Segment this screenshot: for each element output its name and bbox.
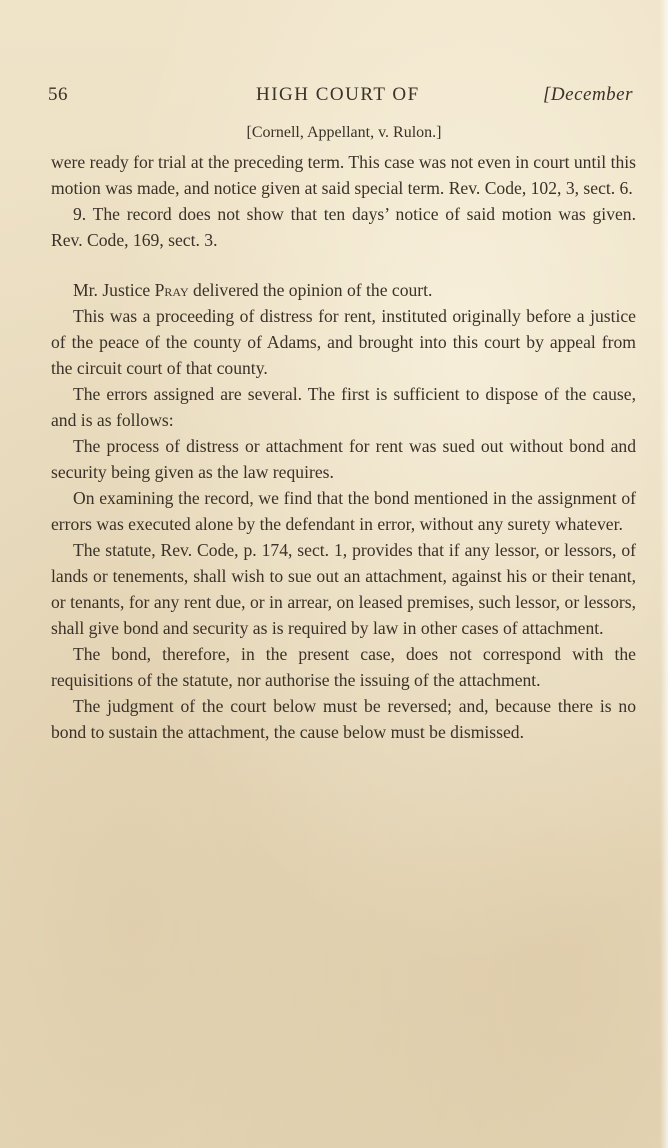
page-edge xyxy=(660,0,668,1148)
case-caption: [Cornell, Appellant, v. Rulon.] xyxy=(246,124,442,141)
opinion-intro xyxy=(51,277,636,303)
opinion-rest: delivered the opinion of the court. xyxy=(188,280,433,300)
judge-name: Pray xyxy=(154,280,189,300)
paragraph: The process of distress or attachment for rent was sued out without bond and security being given as the law requires. xyxy=(51,436,636,482)
running-head-month: [December xyxy=(543,84,633,105)
paragraph: The errors assigned are several. The first is sufficient to dispose of the cause, and is as follows: xyxy=(51,384,636,430)
page-number: 56 xyxy=(48,84,68,105)
paragraph: 9. The record does not show that ten days’ notice of said motion was given. Rev. Code, 169, sect. 3. xyxy=(51,204,636,250)
page-body xyxy=(51,149,636,745)
paragraph: were ready for trial at the preceding term. This case was not even in court until this motion was made, and notice given at said special term. Rev. Code, 102, 3, sect. 6. xyxy=(51,152,636,198)
opinion-prefix: Mr. Justice xyxy=(73,280,151,300)
running-head xyxy=(48,84,633,110)
paragraph: The judgment of the court below must be reversed; and, because there is no bond to sustain the attachment, the cause below must be dismissed. xyxy=(51,696,636,742)
paragraph: This was a proceeding of distress for rent, instituted originally before a justice of the peace of the county of Adams, and brought into this court by appeal from the circuit court of that county. xyxy=(51,306,636,378)
running-head-title: HIGH COURT OF xyxy=(256,84,420,105)
paragraph: The statute, Rev. Code, p. 174, sect. 1, provides that if any lessor, or lessors, of lands or tenements, shall wish to sue out an attachment, against his or their tenant, or tenants, for any rent due, or in arrear, on leased premises, such lessor, or lessors, shall give bond and security as is required by law in other cases of attachment. xyxy=(51,540,636,638)
paragraph: On examining the record, we find that the bond mentioned in the assignment of errors was executed alone by the defendant in error, without any surety whatever. xyxy=(51,488,636,534)
paragraph: The bond, therefore, in the present case, does not correspond with the requisitions of the statute, nor authorise the issuing of the attachment. xyxy=(51,644,636,690)
